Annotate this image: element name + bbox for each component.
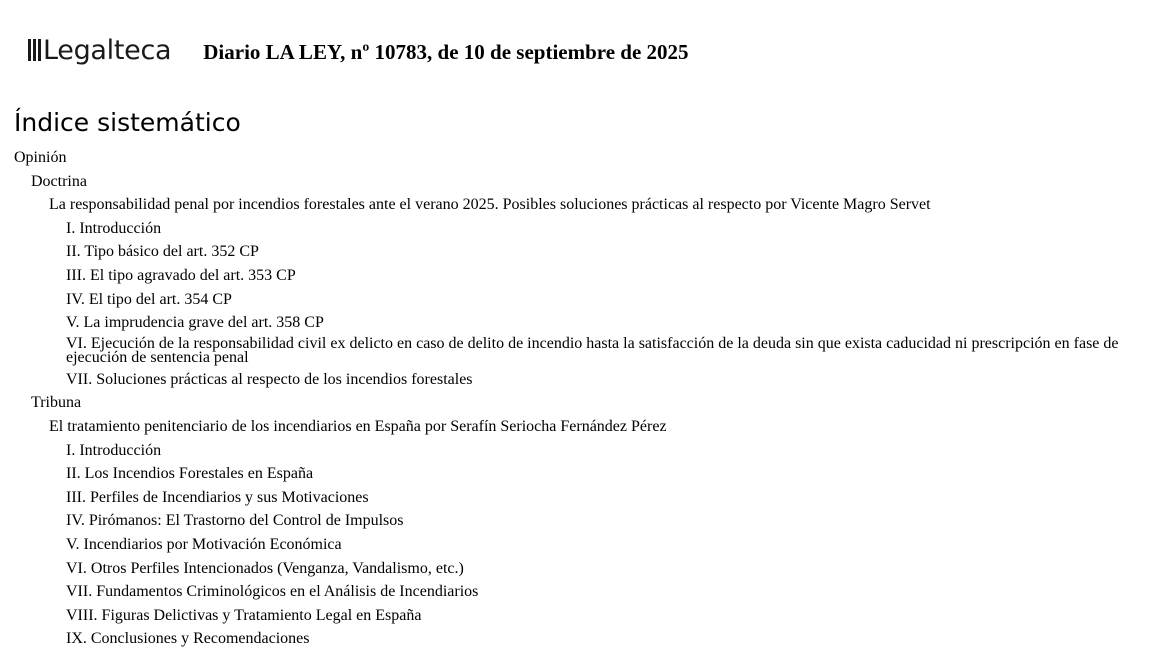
logo-bars-icon (28, 39, 41, 61)
toc-article-doctrina[interactable]: La responsabilidad penal por incendios forestales ante el verano 2025. Posibles soluciones prácticas al respecto por Vicente Magro Servet (49, 196, 931, 214)
toc-section-opinion[interactable]: Opinión (14, 149, 67, 166)
toc-item[interactable]: VII. Fundamentos Criminológicos en el Análisis de Incendiarios (66, 583, 479, 601)
toc-item[interactable]: IX. Conclusiones y Recomendaciones (66, 630, 310, 648)
toc-item[interactable]: I. Introducción (66, 219, 162, 237)
toc-item[interactable]: IV. Pirómanos: El Trastorno del Control de Impulsos (66, 512, 404, 530)
toc-item[interactable]: V. Incendiarios por Motivación Económica (66, 535, 342, 553)
toc-item[interactable]: VI. Otros Perfiles Intencionados (Venganza, Vandalismo, etc.) (66, 559, 464, 577)
journal-title: Diario LA LEY, nº 10783, de 10 de septiembre de 2025 (203, 39, 689, 64)
toc-item[interactable]: V. La imprudencia grave del art. 358 CP (66, 314, 324, 332)
toc-item[interactable]: III. El tipo agravado del art. 353 CP (66, 266, 296, 284)
toc-item[interactable]: VIII. Figuras Delictivas y Tratamiento Legal en España (66, 606, 422, 624)
toc-item[interactable]: VII. Soluciones prácticas al respecto de los incendios forestales (66, 370, 473, 388)
toc-item[interactable]: II. Los Incendios Forestales en España (66, 465, 314, 483)
toc-item[interactable]: IV. El tipo del art. 354 CP (66, 290, 232, 308)
toc-item[interactable]: I. Introducción (66, 441, 162, 459)
toc-item[interactable]: III. Perfiles de Incendiarios y sus Motivaciones (66, 488, 369, 506)
index-title: Índice sistemático (14, 108, 241, 137)
toc-subsection-tribuna[interactable]: Tribuna (31, 394, 82, 412)
toc-item[interactable]: II. Tipo básico del art. 352 CP (66, 243, 259, 261)
logo-text: Legalteca (43, 34, 172, 66)
table-of-contents (0, 146, 1162, 651)
toc-item[interactable]: VI. Ejecución de la responsabilidad civil ex delicto en caso de delito de incendio hasta la satisfacción de la deuda sin que exista caducidad ni prescripción en fase de ejecución de sentencia penal (66, 334, 1119, 366)
legalteca-logo[interactable] (28, 35, 171, 66)
toc-article-tribuna[interactable]: El tratamiento penitenciario de los incendiarios en España por Serafín Seriocha Fernández Pérez (49, 417, 667, 435)
toc-subsection-doctrina[interactable]: Doctrina (31, 172, 87, 190)
page-header (28, 30, 689, 70)
